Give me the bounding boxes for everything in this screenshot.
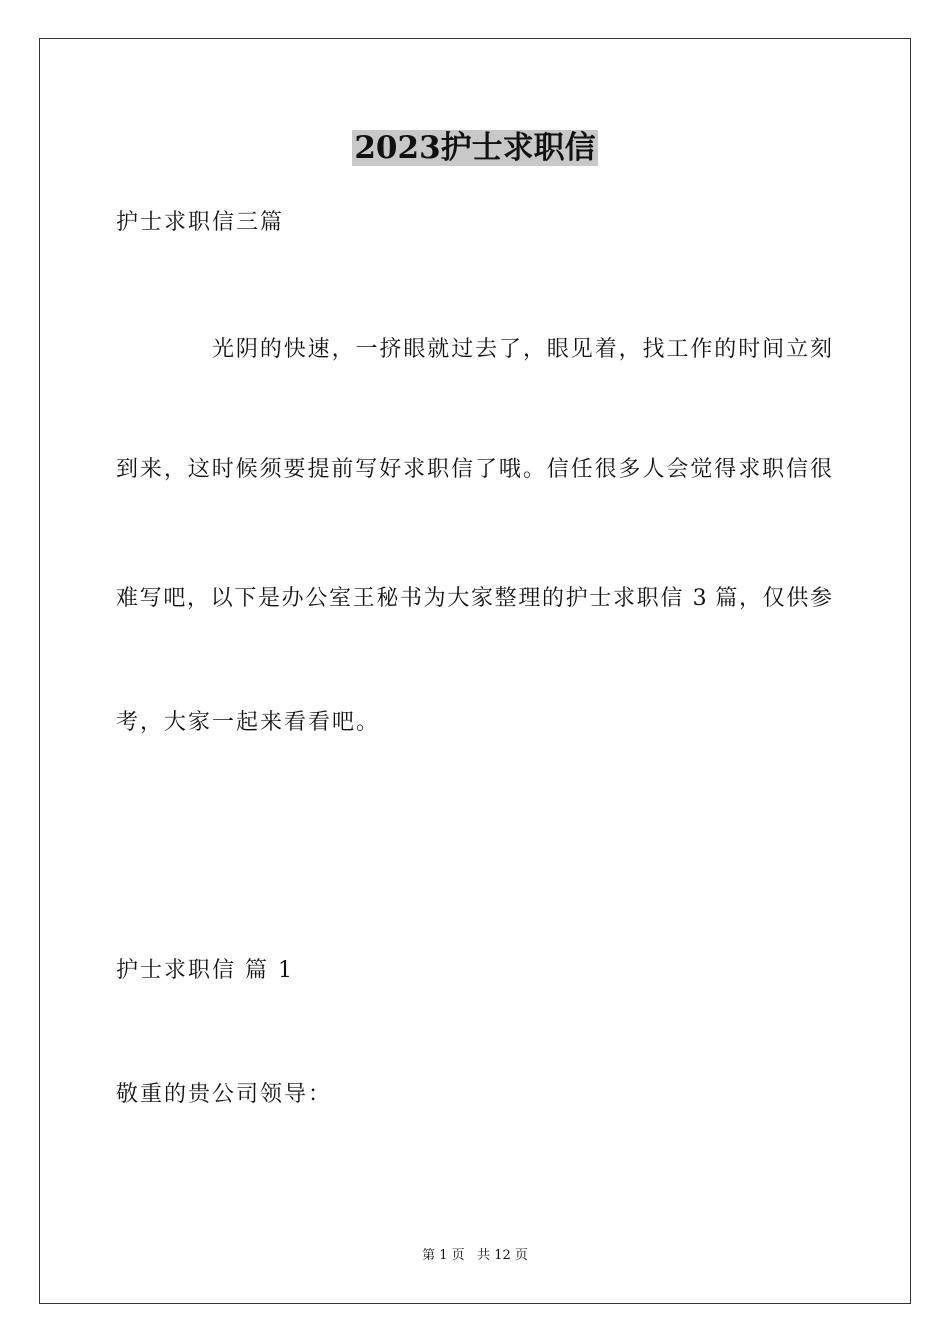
paragraph-line-4: 考，大家一起来看看吧。 bbox=[116, 710, 381, 735]
subtitle: 护士求职信三篇 bbox=[116, 210, 285, 235]
paragraph-line-1: 光阴的快速，一挤眼就过去了，眼见着，找工作的时间立刻 bbox=[212, 337, 832, 362]
paragraph-line-2: 到来，这时候须要提前写好求职信了哦。信任很多人会觉得求职信很 bbox=[116, 457, 832, 482]
section-heading: 护士求职信 篇 1 bbox=[116, 958, 294, 983]
document-title bbox=[0, 128, 950, 168]
salutation: 敬重的贵公司领导： bbox=[116, 1082, 333, 1107]
document-title-text: 2023护士求职信 bbox=[354, 130, 596, 166]
paragraph-line-3: 难写吧，以下是办公室王秘书为大家整理的护士求职信 3 篇，仅供参 bbox=[116, 586, 832, 611]
page-footer: 第 1 页 共 12 页 bbox=[422, 1248, 528, 1263]
